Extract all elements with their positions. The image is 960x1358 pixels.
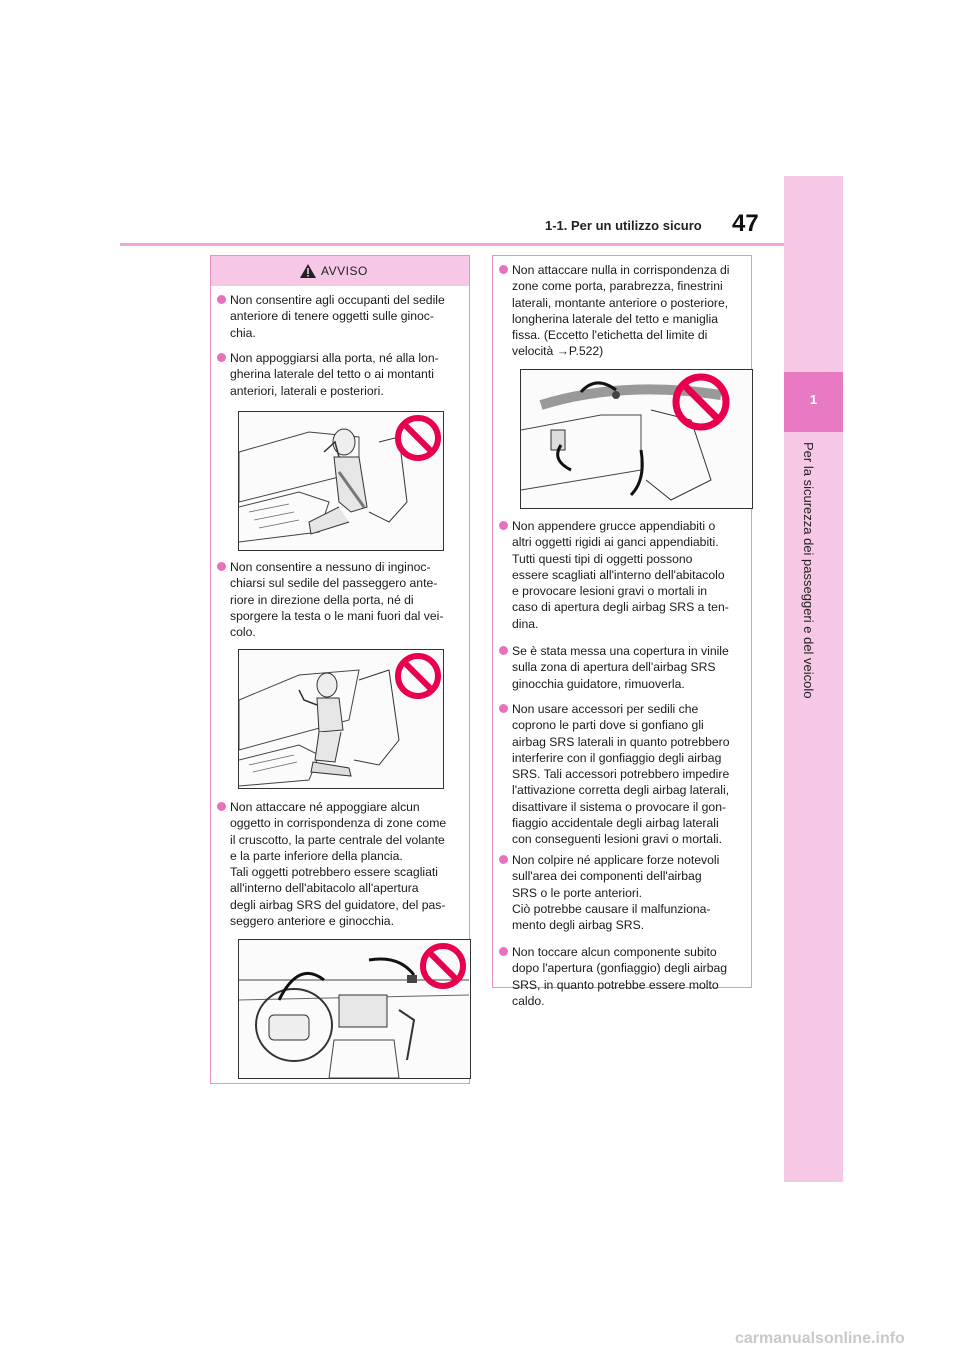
- warning-triangle-icon: [299, 263, 317, 279]
- page-reference-link[interactable]: P.522): [568, 344, 604, 359]
- bullet-dot-icon: [217, 562, 226, 571]
- illustration-dashboard-objects: [238, 939, 471, 1079]
- chapter-number: 1: [809, 392, 818, 407]
- bullet-dot-icon: [499, 265, 508, 274]
- bullet-dot-icon: [499, 947, 508, 956]
- warning-label: AVVISO: [321, 264, 368, 278]
- bullet-item: Non attaccare nulla in corrispondenza di zone come porta, parabrezza, finestrini laterali, montante anteriore o posteriore, longherina laterale del tetto e maniglia fissa. (Eccetto l'etichetta del limite di velocità →P.522): [499, 262, 739, 360]
- prohibited-icon: [671, 372, 731, 432]
- section-title: 1-1. Per un utilizzo sicuro: [545, 218, 702, 233]
- illustration-pillar-objects: [520, 369, 753, 509]
- bullet-dot-icon: [499, 646, 508, 655]
- bullet-dot-icon: [217, 802, 226, 811]
- prohibited-icon: [394, 652, 442, 700]
- bullet-item: Non consentire agli occupanti del sedile anteriore di tenere oggetti sulle ginoc- chia.: [217, 292, 457, 341]
- illustration-leaning-on-door: [238, 411, 444, 551]
- prohibited-icon: [394, 414, 442, 462]
- page-ref-arrow-icon: →: [556, 344, 569, 359]
- bullet-item: Non toccare alcun componente subito dopo l'apertura (gonfiaggio) degli airbag SRS, in quanto potrebbe essere molto caldo.: [499, 944, 739, 1009]
- watermark: carmanualsonline.info: [735, 1330, 905, 1347]
- chapter-title: Per la sicurezza dei passeggeri e del veicolo: [801, 442, 816, 699]
- prohibited-icon: [419, 942, 467, 990]
- bullet-dot-icon: [217, 353, 226, 362]
- page-number: 47: [732, 210, 759, 237]
- bullet-dot-icon: [499, 704, 508, 713]
- bullet-dot-icon: [499, 521, 508, 530]
- bullet-item: Non consentire a nessuno di inginoc- chiarsi sul sedile del passeggero ante- riore in direzione della porta, né di sporgere la testa o le mani fuori dal vei- colo.: [217, 559, 457, 640]
- warning-header: [211, 256, 469, 286]
- bullet-dot-icon: [499, 855, 508, 864]
- bullet-dot-icon: [217, 295, 226, 304]
- bullet-item: Non appoggiarsi alla porta, né alla lon- gherina laterale del tetto o ai montanti anteriori, laterali e posteriori.: [217, 350, 457, 399]
- bullet-item: Non usare accessori per sedili che coprono le parti dove si gonfiano gli airbag SRS laterali in quanto potrebbero interferire con il gonfiaggio degli airbag SRS. Tali accessori potrebbero impedire l'attivazione corretta degli airbag laterali, disattivare il sistema o provocare il gon- fiaggio accidentale degli airbag laterali con conseguenti lesioni gravi o mortali.: [499, 701, 739, 848]
- bullet-item: Non attaccare né appoggiare alcun oggetto in corrispondenza di zone come il cruscotto, la parte centrale del volante e la parte inferiore della plancia. Tali oggetti potrebbero essere scagliati all'interno dell'abitacolo all'apertura degli airbag SRS del guidatore, del pas- seggero anteriore e ginocchia.: [217, 799, 457, 929]
- illustration-kneeling-on-seat: [238, 649, 444, 789]
- warning-panel-left: [210, 255, 470, 1084]
- bullet-item: Non appendere grucce appendiabiti o altri oggetti rigidi ai ganci appendiabiti. Tutti questi tipi di oggetti possono essere scagliati all'interno dell'abitacolo e provocare lesioni gravi o mortali in caso di apertura degli airbag SRS a ten- dina.: [499, 518, 739, 632]
- bullet-item: Se è stata messa una copertura in vinile sulla zona di apertura dell'airbag SRS ginocchia guidatore, rimuoverla.: [499, 643, 739, 692]
- header-rule: [120, 243, 784, 246]
- bullet-item: Non colpire né applicare forze notevoli sull'area dei componenti dell'airbag SRS o le porte anteriori. Ciò potrebbe causare il malfunziona- mento degli airbag SRS.: [499, 852, 739, 933]
- warning-panel-right: [492, 255, 752, 1008]
